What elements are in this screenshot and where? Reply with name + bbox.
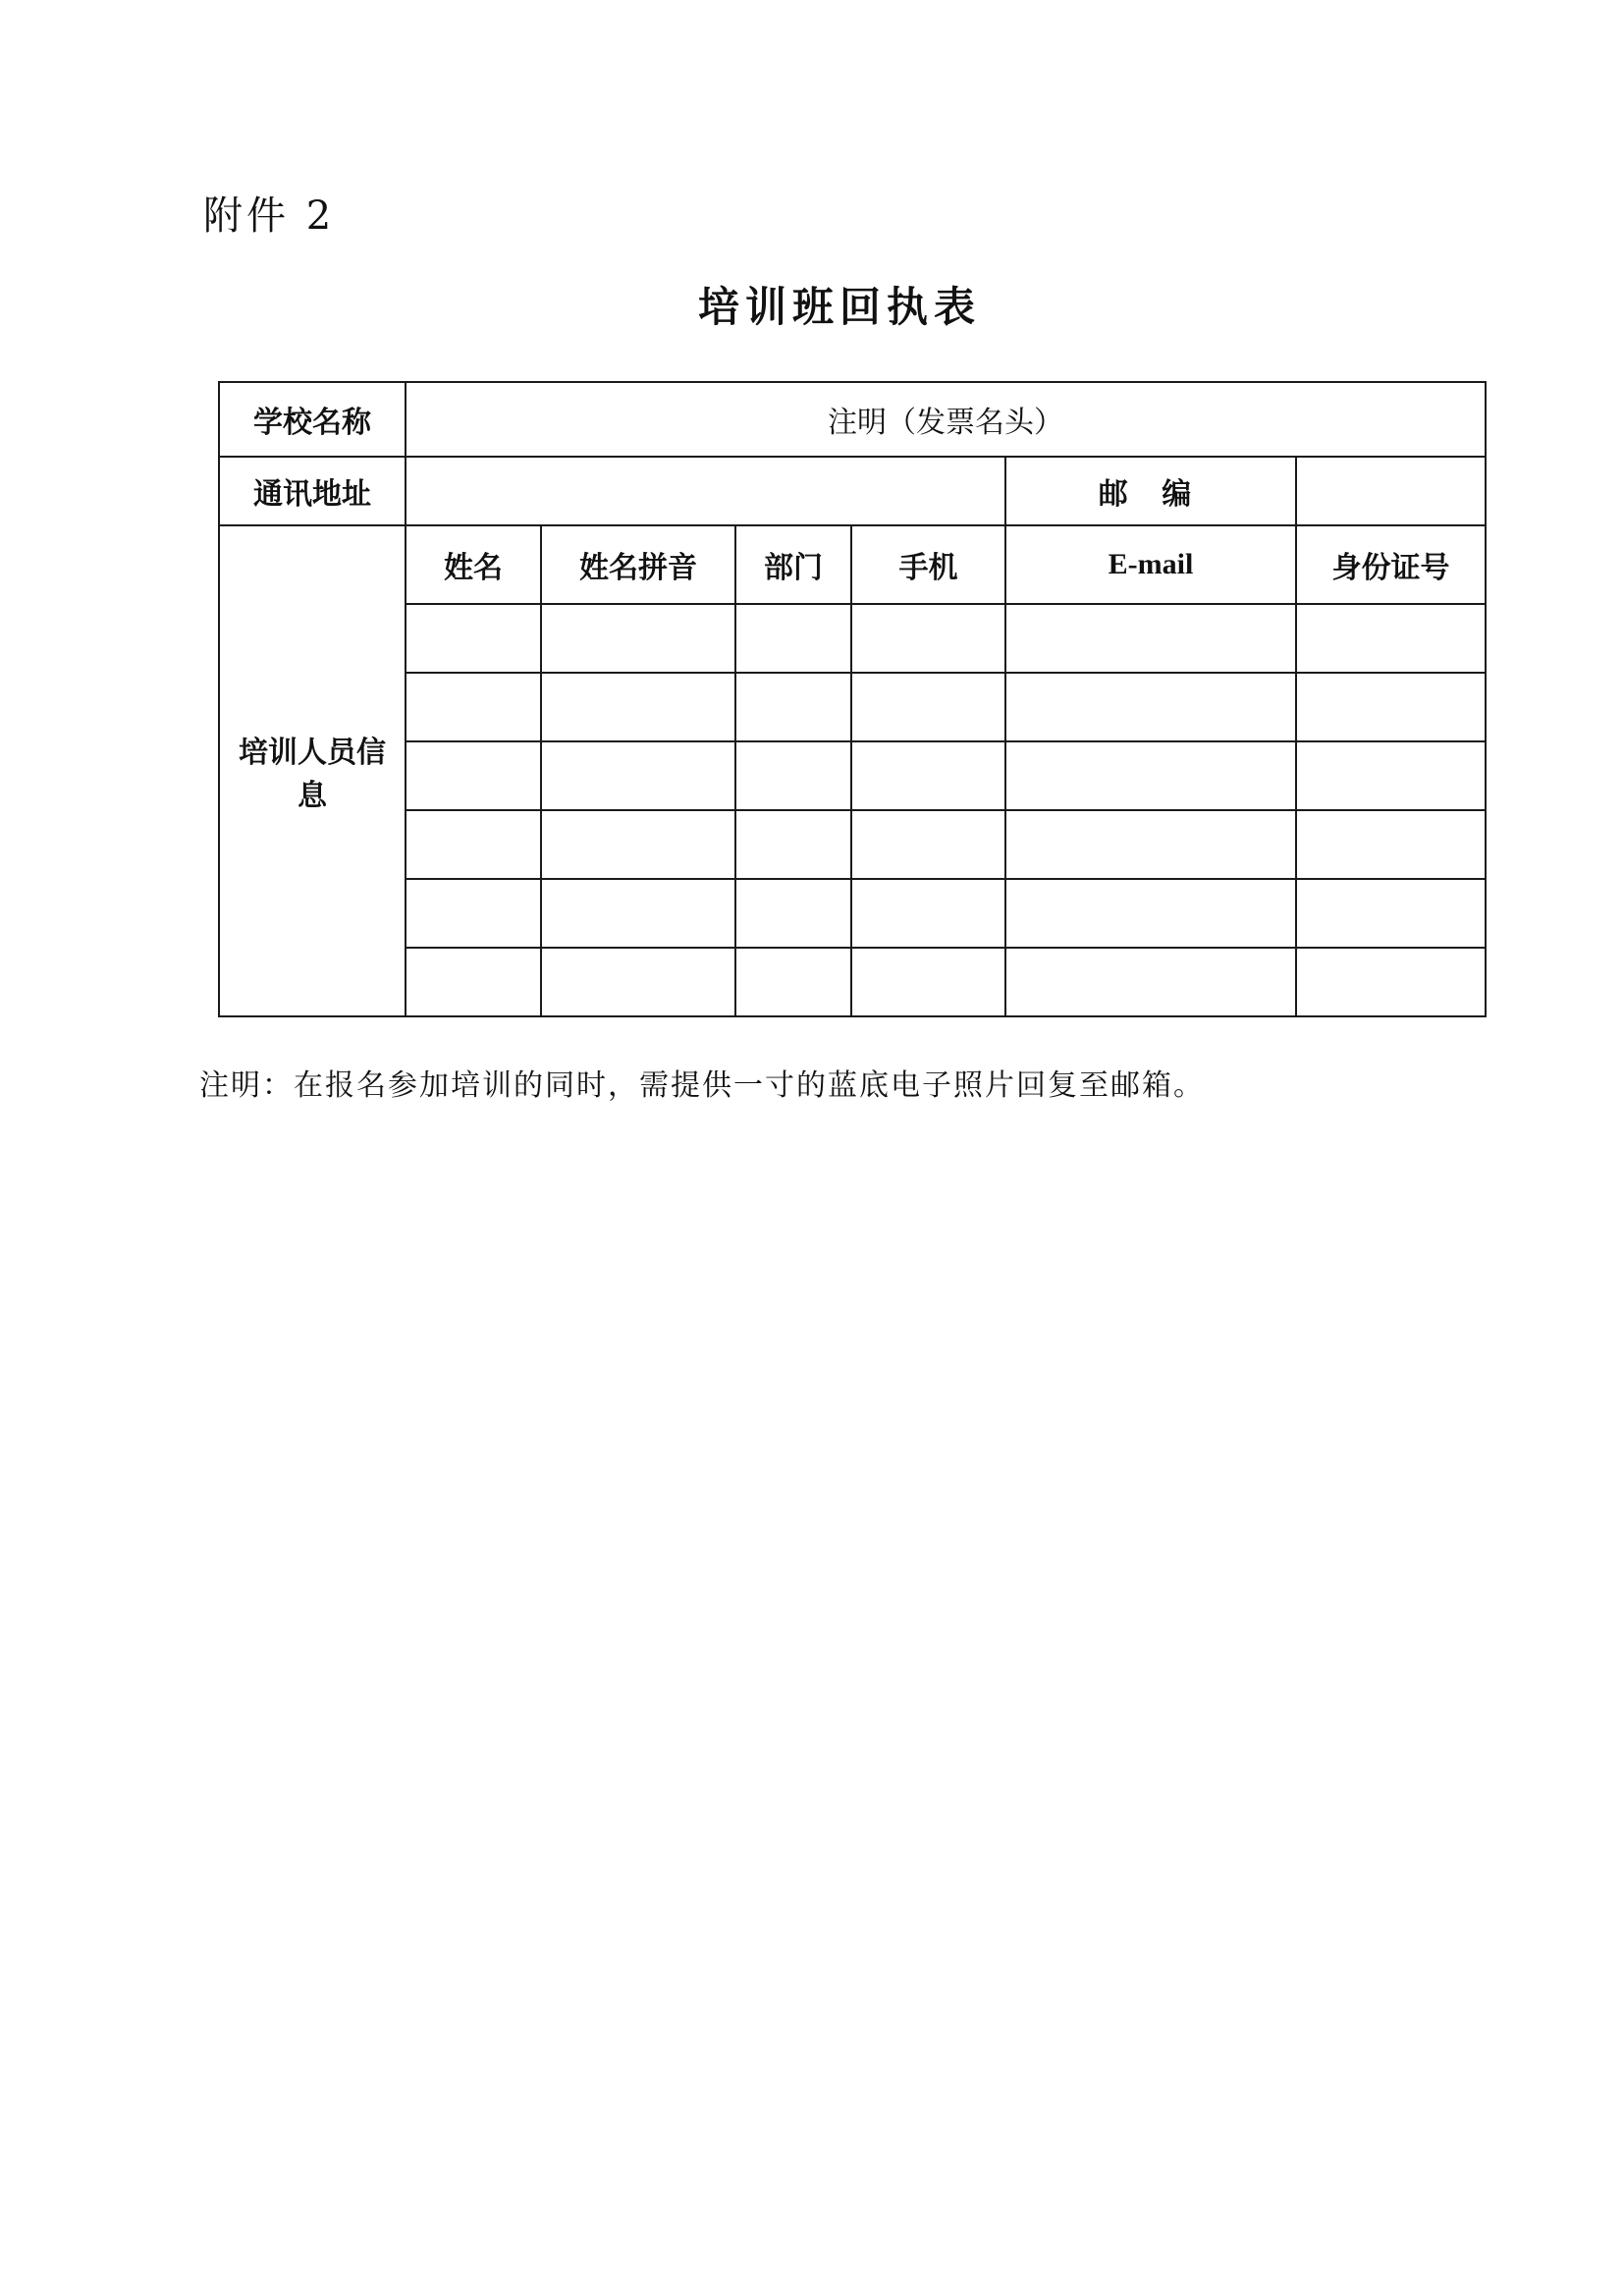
col-header-mobile: 手机 bbox=[851, 525, 1005, 604]
email-cell[interactable] bbox=[1005, 673, 1296, 741]
department-cell[interactable] bbox=[735, 879, 851, 948]
registration-form-table bbox=[218, 381, 1487, 1017]
department-cell[interactable] bbox=[735, 948, 851, 1016]
mobile-cell[interactable] bbox=[851, 948, 1005, 1016]
address-label: 通讯地址 bbox=[219, 457, 406, 525]
pinyin-cell[interactable] bbox=[541, 879, 735, 948]
table-row bbox=[219, 879, 1486, 948]
mobile-cell[interactable] bbox=[851, 879, 1005, 948]
table-row bbox=[219, 673, 1486, 741]
name-cell[interactable] bbox=[406, 673, 541, 741]
id-number-cell[interactable] bbox=[1296, 673, 1486, 741]
column-header-row bbox=[219, 525, 1486, 604]
mobile-cell[interactable] bbox=[851, 741, 1005, 810]
table-row bbox=[219, 604, 1486, 673]
col-header-pinyin: 姓名拼音 bbox=[541, 525, 735, 604]
col-header-name: 姓名 bbox=[406, 525, 541, 604]
mobile-cell[interactable] bbox=[851, 810, 1005, 879]
col-header-email: E-mail bbox=[1005, 525, 1296, 604]
attachment-label: 附件 2 bbox=[203, 193, 336, 239]
pinyin-cell[interactable] bbox=[541, 604, 735, 673]
department-cell[interactable] bbox=[735, 673, 851, 741]
school-name-field[interactable]: 注明（发票名头） bbox=[406, 382, 1486, 457]
id-number-cell[interactable] bbox=[1296, 604, 1486, 673]
email-cell[interactable] bbox=[1005, 604, 1296, 673]
name-cell[interactable] bbox=[406, 810, 541, 879]
id-number-cell[interactable] bbox=[1296, 741, 1486, 810]
address-row bbox=[219, 457, 1486, 525]
email-cell[interactable] bbox=[1005, 741, 1296, 810]
id-number-cell[interactable] bbox=[1296, 948, 1486, 1016]
pinyin-cell[interactable] bbox=[541, 673, 735, 741]
name-cell[interactable] bbox=[406, 879, 541, 948]
col-header-id-number: 身份证号 bbox=[1296, 525, 1486, 604]
postcode-field[interactable] bbox=[1296, 457, 1486, 525]
email-cell[interactable] bbox=[1005, 879, 1296, 948]
pinyin-cell[interactable] bbox=[541, 810, 735, 879]
id-number-cell[interactable] bbox=[1296, 810, 1486, 879]
department-cell[interactable] bbox=[735, 604, 851, 673]
address-field[interactable] bbox=[406, 457, 1005, 525]
name-cell[interactable] bbox=[406, 948, 541, 1016]
table-row bbox=[219, 948, 1486, 1016]
pinyin-cell[interactable] bbox=[541, 948, 735, 1016]
name-cell[interactable] bbox=[406, 604, 541, 673]
participants-label: 培训人员信息 bbox=[219, 525, 406, 1016]
id-number-cell[interactable] bbox=[1296, 879, 1486, 948]
postcode-label: 邮 编 bbox=[1005, 457, 1296, 525]
email-cell[interactable] bbox=[1005, 810, 1296, 879]
footnote: 注明：在报名参加培训的同时，需提供一寸的蓝底电子照片回复至邮箱。 bbox=[199, 1068, 1205, 1103]
school-row bbox=[219, 382, 1486, 457]
table-row bbox=[219, 810, 1486, 879]
name-cell[interactable] bbox=[406, 741, 541, 810]
page-title: 培训班回执表 bbox=[697, 283, 981, 331]
table-row bbox=[219, 741, 1486, 810]
col-header-department: 部门 bbox=[735, 525, 851, 604]
email-cell[interactable] bbox=[1005, 948, 1296, 1016]
mobile-cell[interactable] bbox=[851, 604, 1005, 673]
department-cell[interactable] bbox=[735, 810, 851, 879]
department-cell[interactable] bbox=[735, 741, 851, 810]
school-name-label: 学校名称 bbox=[219, 382, 406, 457]
mobile-cell[interactable] bbox=[851, 673, 1005, 741]
pinyin-cell[interactable] bbox=[541, 741, 735, 810]
